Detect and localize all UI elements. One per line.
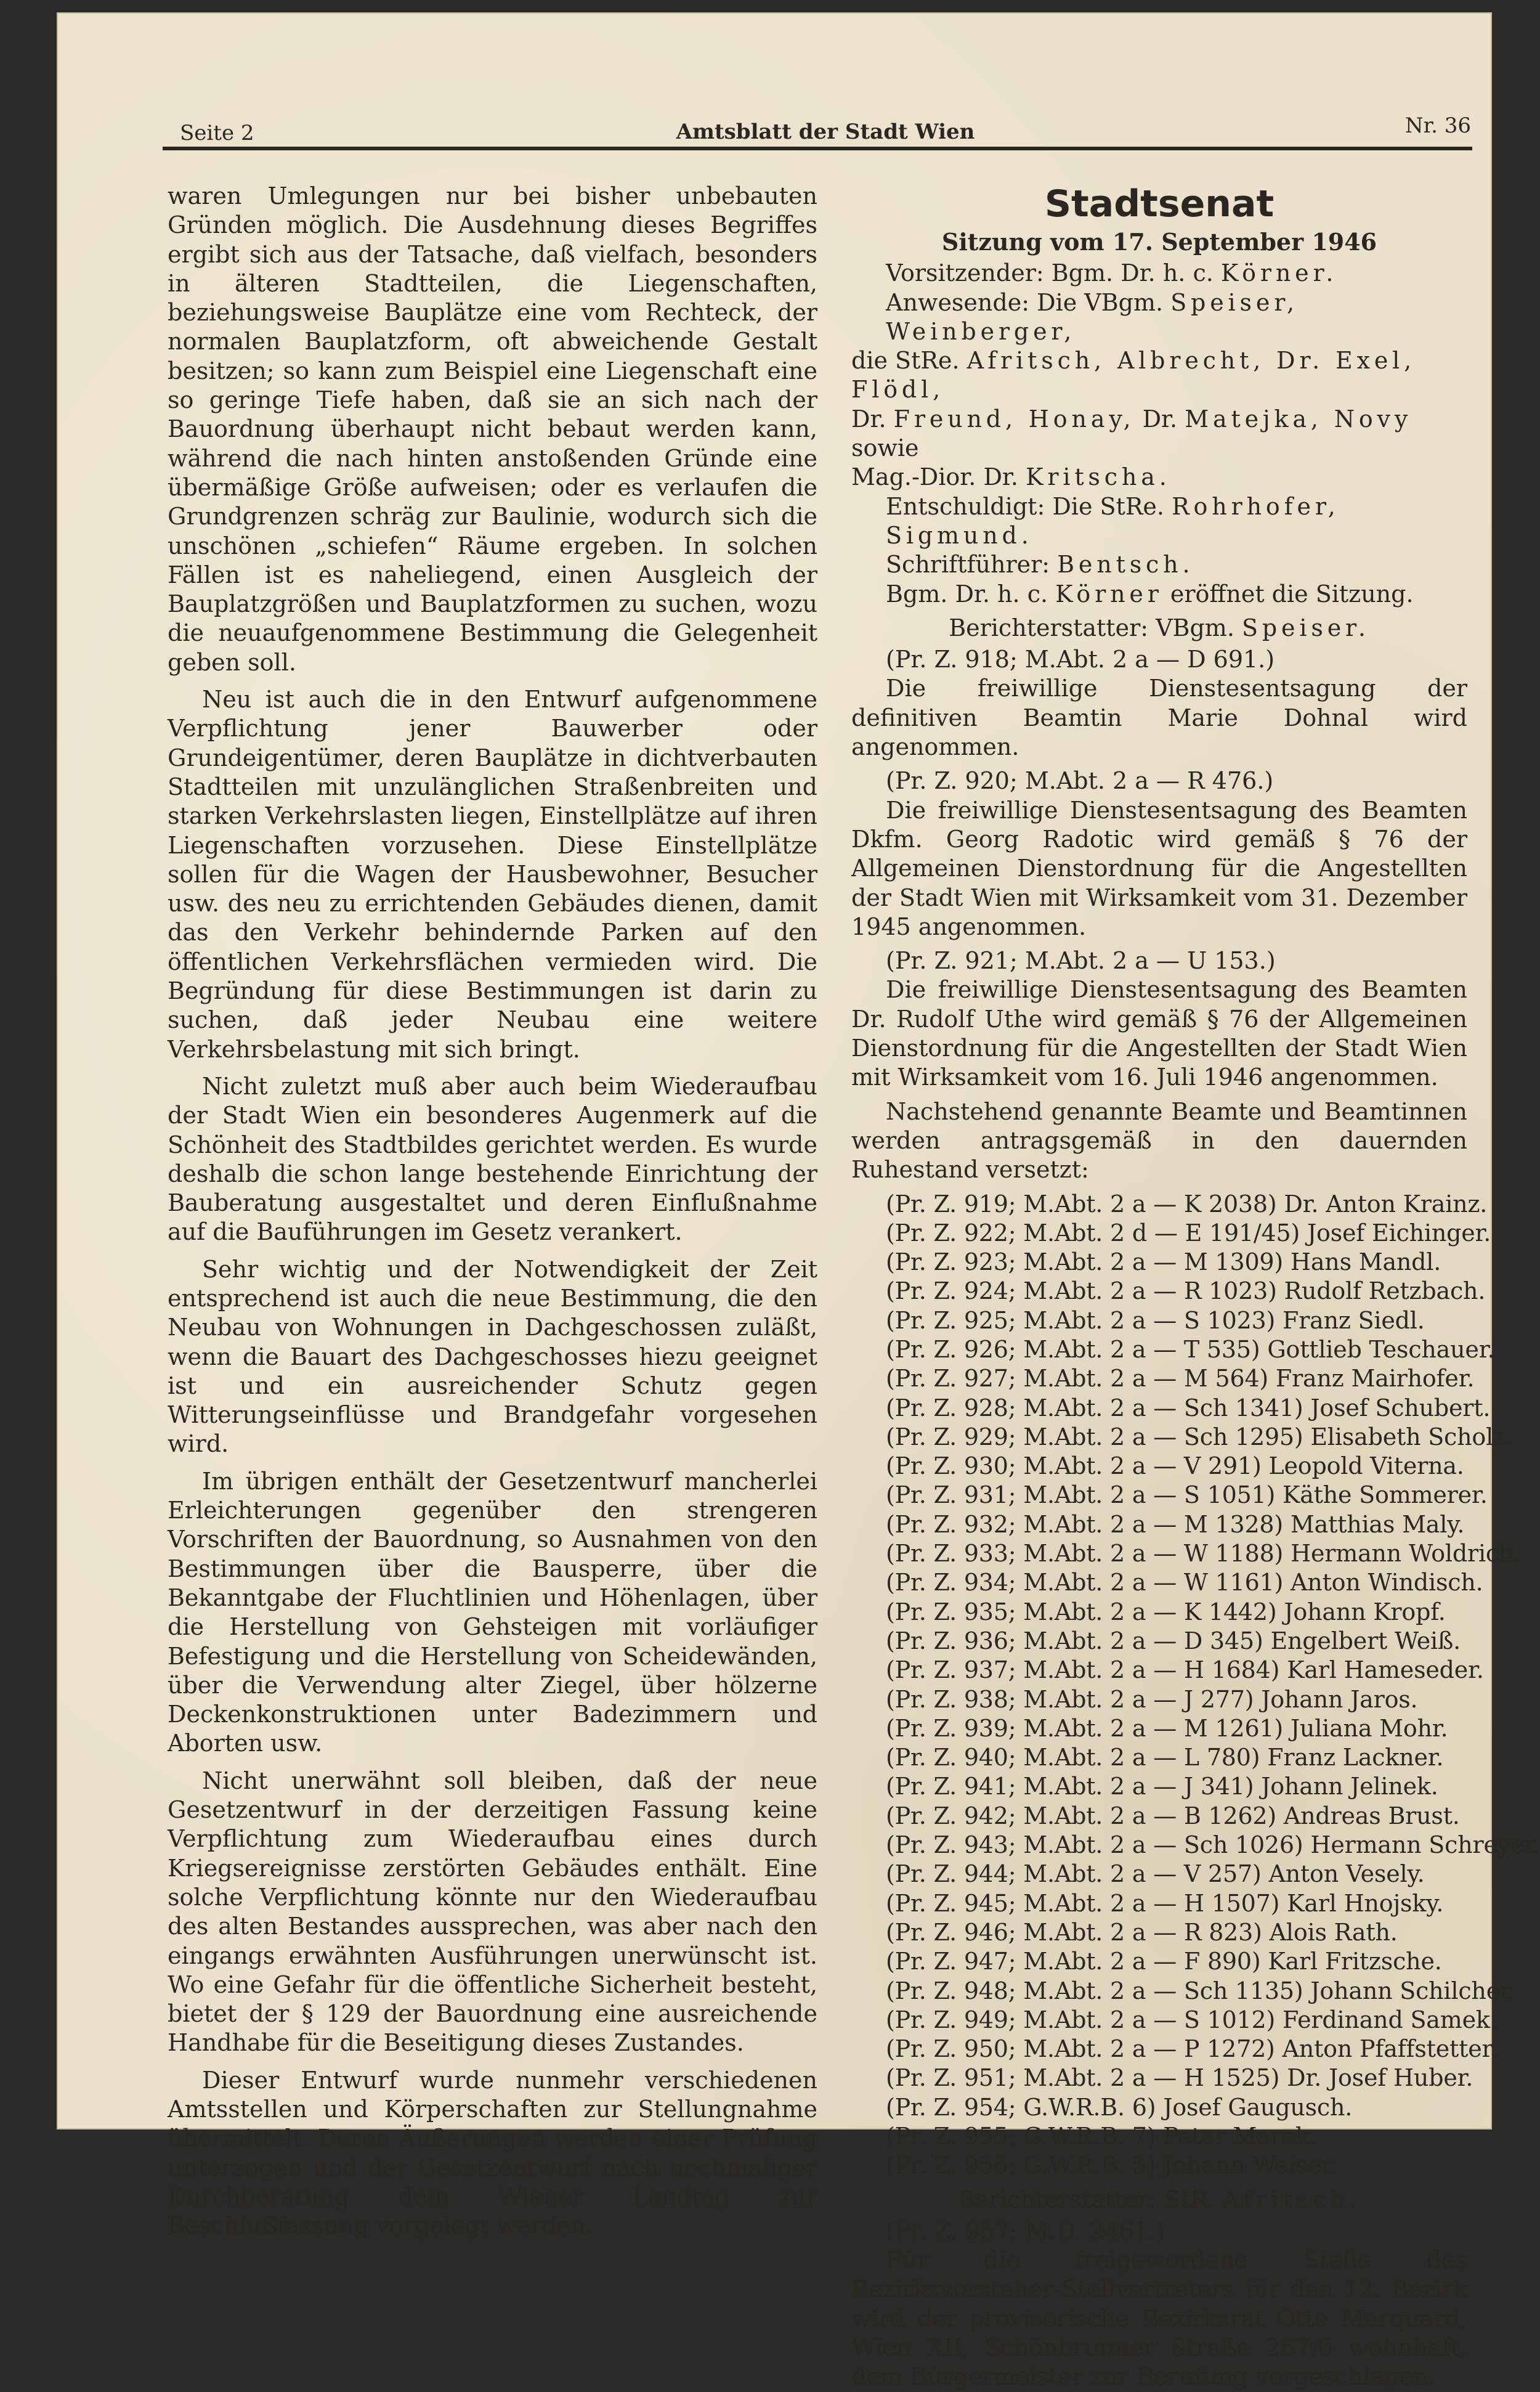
retiree-entry: (Pr. Z. 930; M.Abt. 2 a — V 291) Leopold Viterna. <box>886 1452 1464 1480</box>
secretary-label: Schriftführer: <box>886 551 1050 579</box>
item-reference: (Pr. Z. 920; M.Abt. 2 a — R 476.) <box>886 767 1274 795</box>
paragraph: Dieser Entwurf wurde nunmehr verschiedenen Amtsstellen und Körperschaften zur Stellungnahme übermittelt. Deren Äußerungen werden einer Prüfung unterzogen und der Gesetzentwurf nach nochmaliger Durchberatung dem Wiener Landtag zur Beschlußfassung vorgelegt werden. <box>168 2066 817 2240</box>
reporter-name: Speiser. <box>1242 614 1370 641</box>
present-names: Freund, Honay, <box>893 405 1135 433</box>
present-conjunction: sowie <box>851 434 919 462</box>
retiree-entry: (Pr. Z. 935; M.Abt. 2 a — K 1442) Johann Kropf. <box>886 1598 1446 1625</box>
chair-label: Vorsitzender: Bgm. Dr. h. c. <box>886 259 1214 287</box>
retiree-entry: (Pr. Z. 936; M.Abt. 2 a — D 345) Engelbert Weiß. <box>886 1627 1461 1654</box>
retiree-entry: (Pr. Z. 944; M.Abt. 2 a — V 257) Anton Vesely. <box>886 1860 1425 1888</box>
opening-text: eröffnet die Sitzung. <box>1170 580 1414 608</box>
present-line <box>851 405 1467 463</box>
retiree-entry: (Pr. Z. 928; M.Abt. 2 a — Sch 1341) Josef Schubert. <box>886 1394 1491 1422</box>
item-text: Die freiwillige Dienstesentsagung der definitiven Beamtin Marie Dohnal wird angenommen. <box>851 675 1467 761</box>
retiree-entry: (Pr. Z. 949; M.Abt. 2 a — S 1012) Ferdinand Samek. <box>886 2006 1497 2033</box>
excused-label: Entschuldigt: Die StRe. <box>886 492 1164 520</box>
present-title: Dr. <box>851 405 886 433</box>
item-reference: (Pr. Z. 957; M.D. 2461.) <box>886 2217 1165 2245</box>
paragraph: Sehr wichtig und der Notwendigkeit der Zeit entsprechend ist auch die neue Bestimmung, die den Neubau von Wohnungen in Dachgeschossen zuläßt, wenn die Bauart des Dachgeschosses hiezu geeignet ist und ein ausreichender Schutz gegen Witterungseinflüsse und Brandgefahr vorgesehen wird. <box>168 1255 817 1458</box>
reporter-line <box>851 2186 1467 2215</box>
retiree-entry: (Pr. Z. 924; M.Abt. 2 a — R 1023) Rudolf Retzbach. <box>886 1277 1486 1305</box>
retiree-entry: (Pr. Z. 948; M.Abt. 2 a — Sch 1135) Johann Schilcher. <box>886 1977 1516 2004</box>
retiree-entry: (Pr. Z. 933; M.Abt. 2 a — W 1188) Hermann Woldrich. <box>886 1540 1522 1568</box>
secretary-line <box>851 550 1467 579</box>
reporter-label: Berichterstatter: StR. <box>957 2186 1215 2213</box>
reporter-line <box>851 614 1467 643</box>
retirement-intro: Nachstehend genannte Beamte und Beamtinnen werden antragsgemäß in den dauernden Ruhestand versetzt: <box>851 1097 1467 1184</box>
retiree-entry: (Pr. Z. 927; M.Abt. 2 a — M 564) Franz Mairhofer. <box>886 1365 1475 1393</box>
retiree-entry: (Pr. Z. 925; M.Abt. 2 a — S 1023) Franz Siedl. <box>886 1306 1425 1334</box>
retiree-list <box>851 1190 1540 2181</box>
retiree-entry: (Pr. Z. 922; M.Abt. 2 d — E 191/45) Josef Eichinger. <box>886 1219 1491 1247</box>
present-names: Afritsch, Albrecht, Dr. Exel, Flödl, <box>851 347 1416 404</box>
item-text: Die freiwillige Dienstesentsagung des Beamten Dkfm. Georg Radotic wird gemäß § 76 der Allgemeinen Dienstordnung für die Angestellten der Stadt Wien mit Wirksamkeit vom 31. Dezember 1945 angenommen. <box>851 796 1467 940</box>
paragraph: Im übrigen enthält der Gesetzentwurf mancherlei Erleichterungen gegenüber den strengeren Vorschriften der Bauordnung, so Ausnahmen von den Bestimmungen über die Bausperre, über die Bekanntgabe der Fluchtlinien und Höhenlagen, über die Herstellung von Gehsteigen mit vorläufiger Befestigung und die Herstellung von Scheidewänden, über die Verwendung alter Ziegel, über hölzerne Deckenkonstruktionen unter Badezimmern und Aborten usw. <box>168 1467 817 1757</box>
opening-title: Bgm. Dr. h. c. <box>886 580 1048 608</box>
opening-line <box>851 580 1467 609</box>
excused-line <box>851 492 1467 551</box>
retiree-entry: (Pr. Z. 926; M.Abt. 2 a — T 535) Gottlieb Teschauer. <box>886 1335 1495 1363</box>
retiree-entry: (Pr. Z. 934; M.Abt. 2 a — W 1161) Anton Windisch. <box>886 1569 1483 1597</box>
page-number: Seite 2 <box>180 121 254 145</box>
secretary-name: Bentsch. <box>1057 551 1194 579</box>
paragraph: Nicht unerwähnt soll bleiben, daß der neue Gesetzentwurf in der derzeitigen Fassung keine Verpflichtung zum Wiederaufbau eines durch Kriegsereignisse zerstörten Gebäudes enthält. Eine solche Verpflichtung könnte nur den Wiederaufbau des alten Bestandes aussprechen, was aber nach den eingangs erwähnten Ausführungen unerwünscht ist. Wo eine Gefahr für die öffentliche Sicherheit besteht, bietet der § 129 der Bauordnung eine ausreichende Handhabe für die Beseitigung dieses Zustandes. <box>168 1767 817 2057</box>
present-title: Mag.-Dior. Dr. <box>851 463 1018 491</box>
left-column <box>168 182 817 2240</box>
retiree-entry: (Pr. Z. 932; M.Abt. 2 a — M 1328) Matthias Maly. <box>886 1510 1465 1538</box>
publication-title: Amtsblatt der Stadt Wien <box>676 120 975 144</box>
retiree-entry: (Pr. Z. 938; M.Abt. 2 a — J 277) Johann Jaros. <box>886 1685 1418 1713</box>
retiree-entry: (Pr. Z. 941; M.Abt. 2 a — J 341) Johann Jelinek. <box>886 1773 1438 1800</box>
retiree-entry: (Pr. Z. 929; M.Abt. 2 a — Sch 1295) Elisabeth Scholz. <box>886 1423 1513 1450</box>
item-text: Die freiwillige Dienstesentsagung des Beamten Dr. Rudolf Uthe wird gemäß § 76 der Allgemeinen Dienstordnung für die Angestellten der Stadt Wien mit Wirksamkeit vom 16. Juli 1946 angenommen. <box>851 976 1467 1091</box>
section-title: Stadtsenat <box>1044 182 1275 226</box>
present-line <box>851 346 1467 405</box>
retiree-entry: (Pr. Z. 955; G.W.R.B. 7) Peter Marek. <box>886 2123 1317 2150</box>
retiree-entry: (Pr. Z. 939; M.Abt. 2 a — M 1261) Juliana Mohr. <box>886 1714 1448 1742</box>
retiree-entry: (Pr. Z. 942; M.Abt. 2 a — B 1262) Andreas Brust. <box>886 1802 1460 1829</box>
present-line <box>851 288 1467 347</box>
session-date: Sitzung vom 17. September 1946 <box>941 228 1377 256</box>
chair-line <box>851 259 1467 288</box>
retiree-entry: (Pr. Z. 931; M.Abt. 2 a — S 1051) Käthe Sommerer. <box>886 1481 1488 1509</box>
retiree-entry: (Pr. Z. 943; M.Abt. 2 a — Sch 1026) Hermann Schreyer. <box>886 1831 1540 1859</box>
opening-name: Körner <box>1055 580 1163 608</box>
present-line <box>851 463 1467 492</box>
document-page <box>57 12 1540 2391</box>
present-names: Kritscha. <box>1026 463 1171 491</box>
present-names: Speiser, Weinberger, <box>886 288 1299 345</box>
retiree-entry: (Pr. Z. 945; M.Abt. 2 a — H 1507) Karl Hnojsky. <box>886 1889 1444 1917</box>
present-label: Anwesende: Die VBgm. <box>886 288 1164 316</box>
retiree-entry: (Pr. Z. 947; M.Abt. 2 a — F 890) Karl Fritzsche. <box>886 1948 1442 1975</box>
issue-number: Nr. 36 <box>1404 113 1471 138</box>
item-reference: (Pr. Z. 921; M.Abt. 2 a — U 153.) <box>886 947 1276 975</box>
paragraph: Nicht zuletzt muß aber auch beim Wiederaufbau der Stadt Wien ein besonderes Augenmerk auf die Schönheit des Stadtbildes gerichtet werden. Es wurde deshalb die schon lange bestehende Einrichtung der Bauberatung ausgestaltet und deren Einflußnahme auf die Bauführungen im Gesetz verankert. <box>168 1072 817 1246</box>
retiree-entry: (Pr. Z. 919; M.Abt. 2 a — K 2038) Dr. Anton Krainz. <box>886 1190 1488 1218</box>
paragraph: Neu ist auch die in den Entwurf aufgenommene Verpflichtung jener Bauwerber oder Grundeigentümer, deren Bauplätze in dichtverbauten Stadtteilen mit unzulänglichen Straßenbreiten und starken Verkehrslasten liegen, Einstellplätze auf ihren Liegenschaften vorzusehen. Diese Einstellplätze sollen für die Wagen der Hausbewohner, Besucher usw. des neu zu errichtenden Gebäudes dienen, damit das den Verkehr behindernde Parken auf den öffentlichen Verkehrsflächen vermieden wird. Die Begründung für diese Bestimmungen ist darin zu suchen, daß jeder Neubau eine weitere Verkehrsbelastung mit sich bringt. <box>168 686 817 1063</box>
header-rule <box>163 147 1472 150</box>
excused-names: Rohrhofer, Sigmund. <box>886 492 1340 549</box>
retiree-entry: (Pr. Z. 956; G.W.R.B. 5) Johann Weiser. <box>886 2152 1337 2179</box>
retiree-entry: (Pr. Z. 951; M.Abt. 2 a — H 1525) Dr. Josef Huber. <box>886 2064 1473 2092</box>
right-column <box>851 182 1540 2391</box>
paragraph: waren Umlegungen nur bei bisher unbebauten Gründen möglich. Die Ausdehnung dieses Begriffes ergibt sich aus der Tatsache, daß vielfach, besonders in älteren Stadtteilen, die Liegenschaften, beziehungsweise Bauplätze eine vom Rechteck, der normalen Bauplatzform, oft abweichende Gestalt besitzen; so kann zum Beispiel eine Liegenschaft eine so geringe Tiefe haben, daß sie an sich nach der Bauordnung überhaupt nicht bebaut werden kann, während die nach hinten anstoßenden Gründe eine übermäßige Größe aufweisen; oder es verlaufen die Grundgrenzen schräg zur Baulinie, wodurch sich die unschönen „schiefen“ Räume ergeben. In solchen Fällen ist es naheliegend, einen Ausgleich der Bauplatzgrößen und Bauplatzformen zu suchen, wozu die neuaufgenommene Bestimmung die Gelegenheit geben soll. <box>168 182 817 676</box>
chair-name: Körner. <box>1220 259 1338 287</box>
reporter-name: Afritsch. <box>1222 2186 1361 2213</box>
retiree-entry: (Pr. Z. 923; M.Abt. 2 a — M 1309) Hans Mandl. <box>886 1248 1441 1276</box>
retiree-entry: (Pr. Z. 954; G.W.R.B. 6) Josef Gaugusch. <box>886 2093 1353 2121</box>
item-reference: (Pr. Z. 918; M.Abt. 2 a — D 691.) <box>886 646 1275 673</box>
item-text: Für die freigewordene Stelle des Bezirksvorsteher-Stellvertreters für den 12. Bezirk wird der provisorische Bezirksrat Otto Marquard, Wien XII, Schönbrunner Straße 267/6 wohnhaft, dem Bürgermeister zur Berufung vorgeschlagen. <box>851 2247 1467 2391</box>
reporter-label: Berichterstatter: VBgm. <box>949 614 1234 641</box>
retiree-entry: (Pr. Z. 937; M.Abt. 2 a — H 1684) Karl Hameseder. <box>886 1656 1484 1684</box>
retiree-entry: (Pr. Z. 950; M.Abt. 2 a — P 1272) Anton Pfaffstetter. <box>886 2035 1498 2063</box>
present-title: Dr. <box>1142 405 1178 433</box>
present-label: die StRe. <box>851 347 960 375</box>
retiree-entry: (Pr. Z. 946; M.Abt. 2 a — R 823) Alois Rath. <box>886 1918 1398 1946</box>
retiree-entry: (Pr. Z. 940; M.Abt. 2 a — L 780) Franz Lackner. <box>886 1744 1444 1772</box>
present-names: Matejka, Novy <box>1185 405 1412 433</box>
